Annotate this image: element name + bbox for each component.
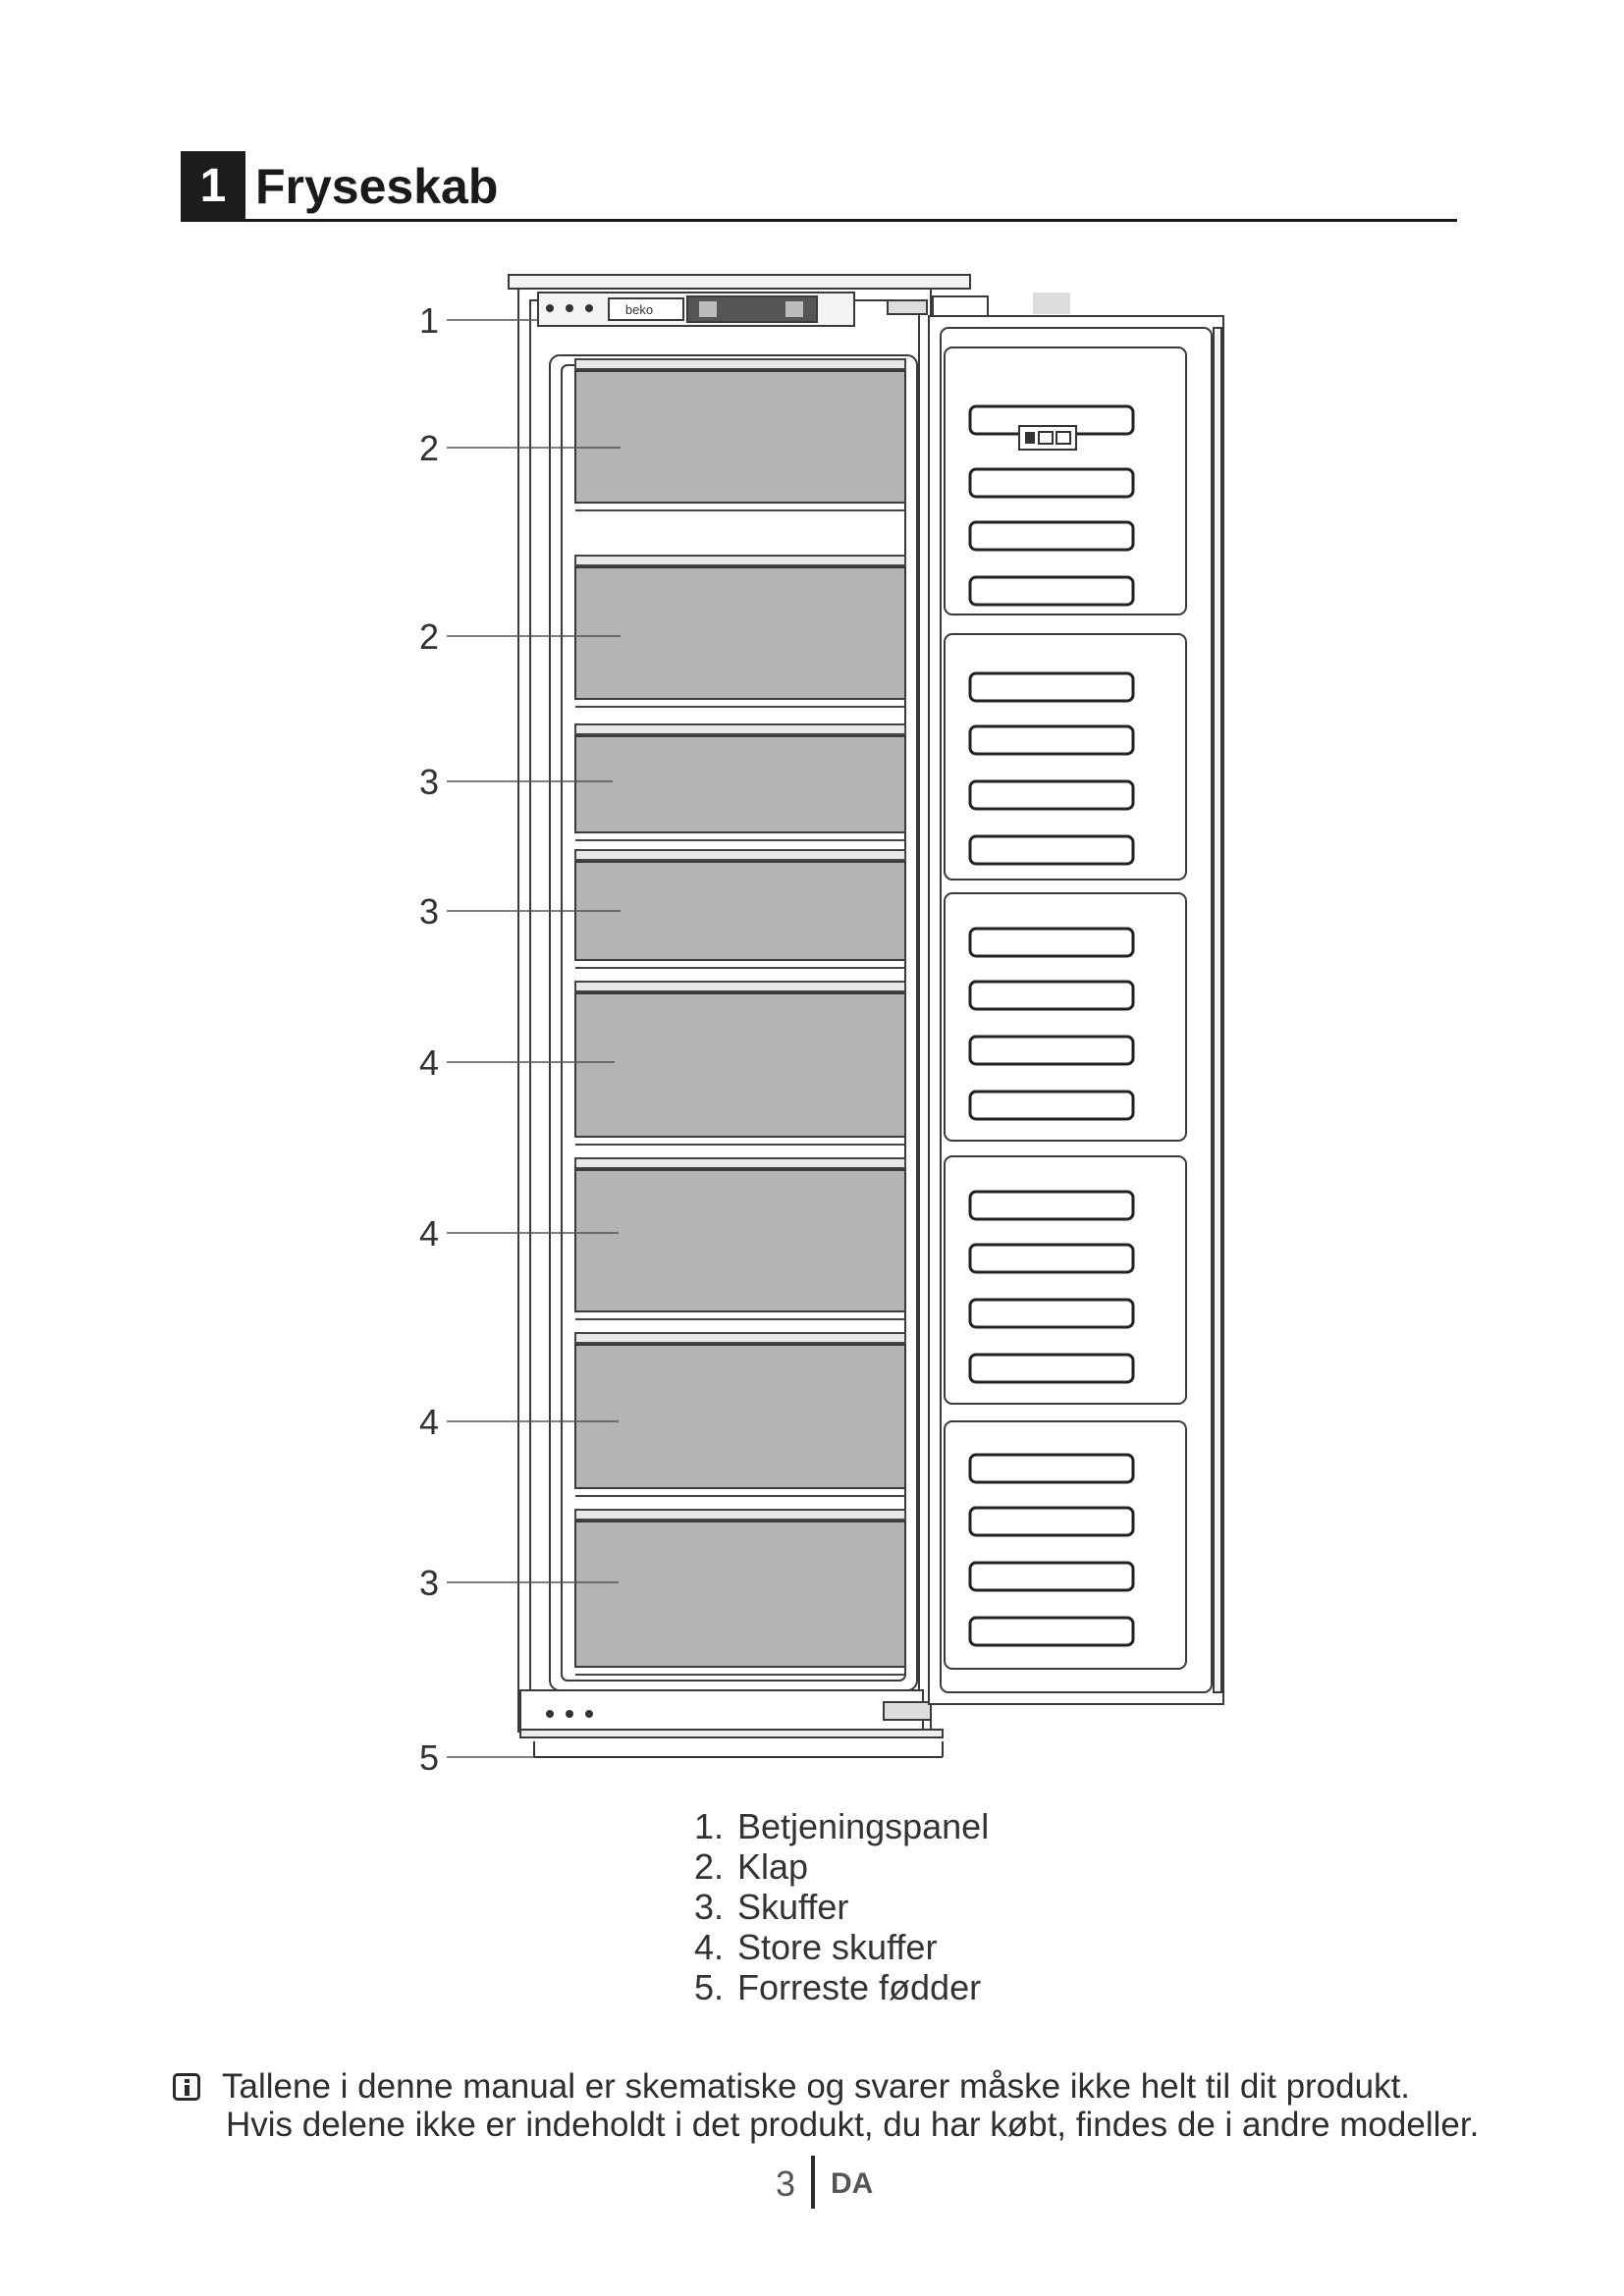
door-slot xyxy=(970,781,1133,809)
section-number: 1 xyxy=(181,151,245,222)
drawer xyxy=(575,862,905,960)
door-slot xyxy=(970,1192,1133,1219)
top-rail xyxy=(509,275,970,289)
door-slot xyxy=(970,1245,1133,1272)
drawer xyxy=(575,567,905,699)
callout-number: 2 xyxy=(418,616,440,657)
door-slot xyxy=(970,1455,1133,1482)
language-code: DA xyxy=(831,2167,874,2200)
info-icon xyxy=(173,2073,200,2101)
legend-item: 5. Forreste fødder xyxy=(693,1967,982,2007)
note-line-1: Tallene i denne manual er skematiske og svarer måske ikke helt til dit produkt. xyxy=(222,2067,1411,2106)
legend-item: 1. Betjeningspanel xyxy=(693,1806,990,1846)
drawer xyxy=(575,1522,905,1667)
callout-number: 3 xyxy=(418,762,440,802)
door-slot xyxy=(970,982,1133,1009)
drawer xyxy=(575,1345,905,1488)
legend-item: 4. Store skuffer xyxy=(693,1927,938,1967)
legend-item: 2. Klap xyxy=(693,1846,809,1887)
door-slot xyxy=(970,469,1133,497)
door-slot xyxy=(970,836,1133,864)
door-slot xyxy=(970,726,1133,754)
door-slot xyxy=(970,1563,1133,1590)
callout-number: 2 xyxy=(418,428,440,468)
bottom-hinge xyxy=(884,1702,931,1720)
top-hinge xyxy=(888,300,927,314)
door-shelves xyxy=(945,347,1186,1669)
drawer xyxy=(575,1170,905,1311)
door-slot xyxy=(970,577,1133,605)
door-slot xyxy=(970,1037,1133,1064)
callout-number: 3 xyxy=(418,891,440,932)
section-title: Fryseskab xyxy=(255,159,499,214)
parts-legend xyxy=(668,1806,989,2007)
door-slot xyxy=(970,522,1133,550)
callout-number: 3 xyxy=(418,1563,440,1603)
feet-rail xyxy=(520,1730,943,1737)
door-slot xyxy=(970,1300,1133,1327)
callout-number: 5 xyxy=(418,1737,440,1778)
callout-number: 4 xyxy=(418,1402,440,1442)
page-number: 3 xyxy=(775,2163,795,2204)
door-slot xyxy=(970,1508,1133,1535)
door-slot xyxy=(970,1618,1133,1645)
drawer xyxy=(575,736,905,832)
drawer xyxy=(575,993,905,1137)
note-line-2: Hvis delene ikke er indeholdt i det produkt, du har købt, findes de i andre modeller. xyxy=(226,2106,1480,2144)
callout-number: 1 xyxy=(418,300,440,341)
panel-logo: beko xyxy=(624,302,654,317)
drawer xyxy=(575,371,905,503)
door-slot xyxy=(970,1092,1133,1119)
callout-number: 4 xyxy=(418,1042,440,1083)
door-slot xyxy=(970,929,1133,956)
footer-divider xyxy=(811,2156,815,2209)
legend-item: 3. Skuffer xyxy=(693,1887,849,1927)
bottom-grille xyxy=(520,1690,923,1730)
door-slot xyxy=(970,673,1133,701)
callout-number: 4 xyxy=(418,1213,440,1254)
freezer-compartments xyxy=(575,359,905,1675)
door-slot xyxy=(970,1355,1133,1382)
